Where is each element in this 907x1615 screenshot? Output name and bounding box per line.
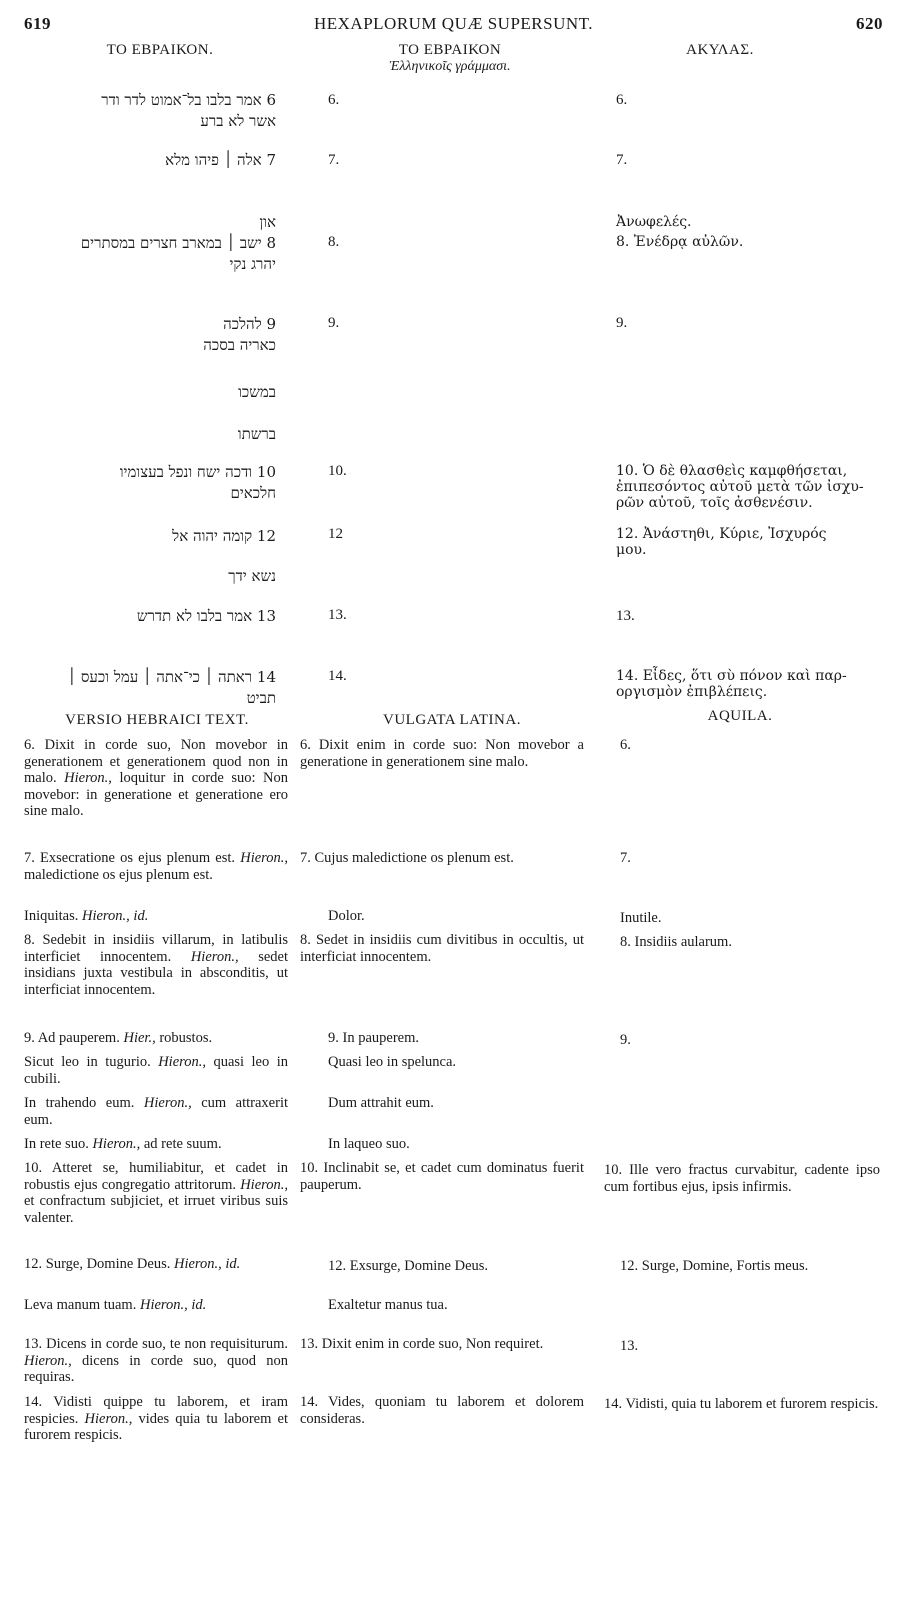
- translit-number: 9.: [328, 315, 340, 331]
- hebrew-line: אשר לא ברע: [200, 112, 276, 130]
- aquila-greek-8: 8. Ἐνέδρᾳ αὐλῶν.: [616, 234, 744, 250]
- hebrew-line: 6 אמר בלבו בל־אמוט לדר ודר: [101, 91, 276, 109]
- versio-text: 14. Vidisti quippe tu laborem, et iram respicies.: [24, 1394, 288, 1427]
- vulgata-verse-14: 14. Vides, quoniam tu laborem et dolorem consideras.: [300, 1394, 584, 1427]
- hebrew-berishto: [20, 424, 276, 445]
- versio-iniquitas: [24, 908, 288, 925]
- hebrew-line: יהרג נקי: [229, 255, 276, 273]
- section-heading-versio: VERSIO HEBRAICI TEXT.: [65, 712, 249, 728]
- versio-hieron: Hieron.,: [92, 1136, 141, 1152]
- versio-hieron: Hieron.,: [190, 948, 239, 965]
- aquila-greek-14: [616, 668, 888, 700]
- column-heading-transliteration-title: ΤΟ ΕΒΡΑΙΚΟΝ: [398, 42, 502, 58]
- translit-number: 14.: [328, 668, 347, 684]
- versio-text: 7. Exsecratione os ejus plenum est.: [24, 850, 236, 866]
- hebrew-line: 9 להלכה: [223, 315, 276, 333]
- versio-text: loquitur in corde suo: Non movebor: in generatione et generatione ero sine malo.: [24, 770, 289, 819]
- versio-hieron: Hieron.,: [84, 1410, 133, 1427]
- versio-sicut-leo: [24, 1054, 288, 1087]
- greek-line: οργισμὸν ἐπιβλέπεις.: [616, 684, 768, 700]
- translit-number: 13.: [328, 607, 347, 623]
- versio-text: quasi leo in cubili.: [24, 1054, 288, 1087]
- hebrew-verse-8: [20, 233, 276, 275]
- hebrew-line: כאריה בסכה: [203, 336, 276, 354]
- hebrew-verse-7: [20, 150, 276, 171]
- hebrew-verse-13: [20, 606, 276, 627]
- vulgata-verse-9: 9. In pauperem.: [328, 1030, 419, 1046]
- hebrew-aven: [20, 212, 276, 233]
- greek-line: μου.: [616, 542, 647, 558]
- aquila-latin-8: 8. Insidiis aularum.: [620, 934, 732, 950]
- hebrew-line: 14 ראתה ׀ כי־אתה ׀ עמל וכעס ׀: [67, 668, 276, 686]
- aquila-greek-12: [616, 526, 888, 558]
- versio-rete: [24, 1136, 288, 1153]
- column-heading-transliteration: [330, 42, 570, 75]
- versio-text: In trahendo eum.: [24, 1095, 135, 1111]
- versio-text: 12. Surge, Domine Deus.: [24, 1256, 171, 1272]
- hebrew-line: נשא ידך: [228, 567, 276, 585]
- hebrew-line: תביט: [246, 689, 276, 707]
- aquila-latin-inutile: Inutile.: [620, 910, 662, 926]
- versio-hieron: Hieron.,: [143, 1095, 192, 1111]
- versio-hieron: Hieron., id.: [173, 1256, 241, 1272]
- hebrew-verse-10: [20, 462, 276, 504]
- versio-hieron: Hieron., id.: [82, 908, 149, 924]
- versio-hieron: Hieron.,: [240, 850, 289, 866]
- versio-verse-7: [24, 850, 288, 883]
- hebrew-verse-12: [20, 526, 276, 547]
- versio-hieron: Hieron.,: [240, 1176, 288, 1193]
- hebrew-line: במשכו: [238, 383, 276, 401]
- versio-trahendo: [24, 1095, 288, 1128]
- versio-text: robustos.: [159, 1030, 213, 1046]
- section-heading-aquila: AQUILA.: [707, 708, 773, 724]
- aquila-greek-7: 7.: [616, 152, 628, 168]
- versio-text: In rete suo.: [24, 1136, 89, 1152]
- hebrew-verse-9: [20, 314, 276, 356]
- hebrew-line: 12 קומה יהוה אל: [172, 527, 276, 545]
- vulgata-verse-8: 8. Sedet in insidiis cum divitibus in occultis, ut interficiat innocentem.: [300, 932, 584, 965]
- vulgata-verse-10: 10. Inclinabit se, et cadet cum dominatus fuerit pauperum.: [300, 1160, 584, 1193]
- hebrew-verse-14: [20, 667, 276, 709]
- aquila-greek-6: 6.: [616, 92, 628, 108]
- vulgata-verse-6: 6. Dixit enim in corde suo: Non movebor a generatione in generationem sine malo.: [300, 737, 584, 770]
- page-number-left: 619: [24, 14, 51, 33]
- hebrew-line: 13 אמר בלבו לא תדרש: [136, 607, 276, 625]
- versio-text: 8. Sedebit in insidiis villarum, in latibulis interficiet innocentem.: [24, 932, 288, 965]
- greek-line: ἐπιπεσόντος αὐτοῦ μετὰ τῶν ἰσχυ-: [616, 479, 864, 495]
- page-number-right: 620: [856, 14, 883, 33]
- vulgata-laqueo: In laqueo suo.: [328, 1136, 410, 1152]
- translit-number: 7.: [328, 152, 340, 168]
- versio-text: 9. Ad pauperem.: [24, 1030, 120, 1046]
- column-heading-hebrew: ΤΟ ΕΒΡΑΙΚΟΝ.: [106, 42, 214, 58]
- aquila-latin-7: 7.: [620, 850, 631, 866]
- column-heading-aquila: ΑΚΥΛΑΣ.: [686, 42, 754, 58]
- translit-number: 12: [328, 526, 343, 542]
- versio-text: Iniquitas.: [24, 908, 79, 924]
- versio-text: et confractum subjiciet, et irruet viribus suis valenter.: [24, 1193, 288, 1226]
- aquila-latin-9: 9.: [620, 1032, 631, 1048]
- versio-text: 6. Dixit in corde suo, Non movebor in generationem et generationem quod non in malo.: [24, 737, 288, 786]
- translit-number: 10.: [328, 463, 347, 479]
- aquila-latin-10: 10. Ille vero fractus curvabitur, cadente ipso cum fortibus ejus, ipsis infirmis.: [604, 1162, 880, 1195]
- vulgata-attrahit: Dum attrahit eum.: [328, 1095, 434, 1111]
- greek-line: ρῶν αὐτοῦ, τοῖς ἀσθενέσιν.: [616, 495, 813, 511]
- hebrew-verse-6: [20, 90, 276, 132]
- hebrew-line: 7 אלה ׀ פיהו מלא: [165, 151, 276, 169]
- vulgata-quasi-leo: Quasi leo in spelunca.: [328, 1054, 457, 1070]
- versio-text: dicens in corde suo, quod non requiras.: [24, 1352, 289, 1385]
- versio-text: sedet insidians juxta vestibula in absconditis, ut interficiat innocentem.: [24, 948, 288, 998]
- greek-line: 12. Ἀνάστηθι, Κύριε, Ἰσχυρός: [616, 526, 827, 542]
- versio-verse-9: [24, 1030, 288, 1047]
- aquila-greek-10: [616, 463, 888, 511]
- translit-number: 6.: [328, 92, 340, 108]
- vulgata-verse-13: 13. Dixit enim in corde suo, Non requiret.: [300, 1336, 544, 1352]
- versio-hieron: Hieron.,: [158, 1054, 206, 1070]
- hebrew-bemashko: [20, 382, 276, 403]
- translit-number: 8.: [328, 234, 340, 250]
- versio-text: 13. Dicens in corde suo, te non requisiturum.: [24, 1336, 288, 1352]
- hebrew-line: חלכאים: [230, 484, 276, 502]
- aquila-latin-6: 6.: [620, 737, 631, 753]
- versio-verse-8: [24, 932, 288, 998]
- vulgata-verse-12: 12. Exsurge, Domine Deus.: [328, 1258, 489, 1274]
- versio-verse-6: [24, 737, 288, 820]
- section-heading-vulgata: VULGATA LATINA.: [383, 712, 521, 728]
- hebrew-line: 8 ישב ׀ במארב חצרים במסתרים: [80, 234, 276, 252]
- hebrew-line: און: [259, 213, 276, 231]
- hebrew-line: 10 ודכה ישח ונפל בעצומיו: [119, 463, 276, 481]
- column-heading-transliteration-sub: Ἑλληνικοῖς γράμμασι.: [389, 59, 511, 74]
- versio-text: Leva manum tuam.: [24, 1297, 137, 1313]
- versio-hieron: Hieron., id.: [139, 1297, 207, 1313]
- hebrew-line: ברשתו: [237, 425, 276, 443]
- versio-verse-13: [24, 1336, 288, 1386]
- versio-text: 10. Atteret se, humiliabitur, et cadet in robustis ejus congregatio attritorum.: [24, 1160, 288, 1193]
- aquila-greek-9: 9.: [616, 315, 628, 331]
- versio-text: cum attraxerit eum.: [24, 1095, 288, 1128]
- versio-text: Sicut leo in tugurio.: [24, 1054, 151, 1070]
- versio-verse-14: [24, 1394, 288, 1444]
- versio-verse-10: [24, 1160, 288, 1226]
- versio-text: maledictione os ejus plenum est.: [24, 866, 213, 883]
- aquila-latin-12: 12. Surge, Domine, Fortis meus.: [620, 1258, 809, 1274]
- versio-text: ad rete suum.: [143, 1136, 222, 1152]
- vulgata-verse-7: 7. Cujus maledictione os plenum est.: [300, 850, 514, 866]
- running-title: HEXAPLORUM QUÆ SUPERSUNT.: [313, 14, 594, 33]
- aquila-greek-13: 13.: [616, 608, 635, 624]
- hebrew-nasa: [20, 566, 276, 587]
- versio-leva: [24, 1297, 288, 1314]
- aquila-latin-13: 13.: [620, 1338, 639, 1354]
- versio-hieron: Hieron.,: [24, 1352, 72, 1369]
- versio-verse-12: [24, 1256, 288, 1273]
- versio-hieron: Hier.,: [123, 1030, 156, 1046]
- versio-hieron: Hieron.,: [64, 770, 112, 786]
- versio-text: vides quia tu laborem et furorem respicis.: [24, 1410, 288, 1443]
- aquila-greek-anopheles: Ἀνωφελές.: [616, 214, 692, 230]
- vulgata-dolor: Dolor.: [328, 908, 365, 924]
- greek-line: 14. Εἶδες, ὅτι σὺ πόνον καὶ παρ-: [616, 668, 847, 684]
- vulgata-exaltetur: Exaltetur manus tua.: [328, 1297, 448, 1313]
- greek-line: 10. Ὁ δὲ θλασθεὶς καμφθήσεται,: [616, 463, 848, 479]
- aquila-latin-14: 14. Vidisti, quia tu laborem et furorem respicis.: [604, 1396, 879, 1412]
